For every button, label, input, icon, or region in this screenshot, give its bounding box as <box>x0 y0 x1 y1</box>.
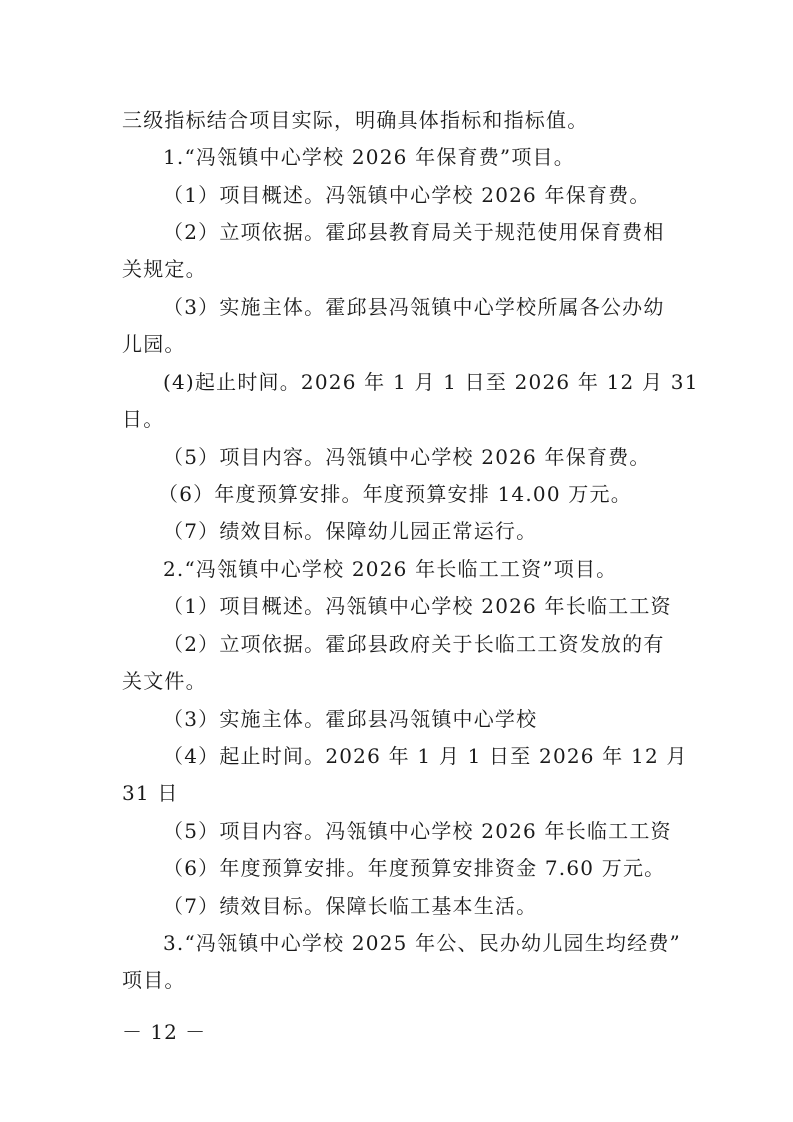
body-line: （4）起止时间。2026 年 1 月 1 日至 2026 年 12 月 <box>163 744 688 768</box>
body-line: （5）项目内容。冯瓴镇中心学校 2026 年长临工工资 <box>163 819 672 843</box>
body-line: 项目。 <box>122 968 186 992</box>
body-line: 日。 <box>122 407 165 431</box>
page-number: － 12 － <box>122 1020 207 1044</box>
body-line: （6）年度预算安排。年度预算安排 14.00 万元。 <box>158 482 632 506</box>
body-line: （1）项目概述。冯瓴镇中心学校 2026 年长临工工资 <box>163 594 672 618</box>
body-line: 三级指标结合项目实际，明确具体指标和指标值。 <box>122 108 589 132</box>
section-heading-2: 2.“冯瓴镇中心学校 2026 年长临工工资”项目。 <box>163 557 618 581</box>
section-heading-3: 3.“冯瓴镇中心学校 2025 年公、民办幼儿园生均经费” <box>163 931 681 955</box>
body-line: （2）立项依据。霍邱县教育局关于规范使用保育费相 <box>163 220 665 244</box>
body-line: 儿园。 <box>122 332 186 356</box>
body-line: （5）项目内容。冯瓴镇中心学校 2026 年保育费。 <box>163 445 651 469</box>
body-line: (4)起止时间。2026 年 1 月 1 日至 2026 年 12 月 31 <box>163 370 699 394</box>
body-line: （7）绩效目标。保障幼儿园正常运行。 <box>163 519 538 543</box>
body-line: 关文件。 <box>122 669 207 693</box>
body-line: （2）立项依据。霍邱县政府关于长临工工资发放的有 <box>163 632 665 656</box>
body-line: （3）实施主体。霍邱县冯瓴镇中心学校所属各公办幼 <box>163 295 665 319</box>
body-line: （6）年度预算安排。年度预算安排资金 7.60 万元。 <box>163 856 666 880</box>
body-line: 31 日 <box>122 781 179 805</box>
body-line: 关规定。 <box>122 257 207 281</box>
body-line: （3）实施主体。霍邱县冯瓴镇中心学校 <box>163 707 538 731</box>
section-heading-1: 1.“冯瓴镇中心学校 2026 年保育费”项目。 <box>163 145 575 169</box>
body-line: （1）项目概述。冯瓴镇中心学校 2026 年保育费。 <box>163 183 651 207</box>
body-line: （7）绩效目标。保障长临工基本生活。 <box>163 894 538 918</box>
